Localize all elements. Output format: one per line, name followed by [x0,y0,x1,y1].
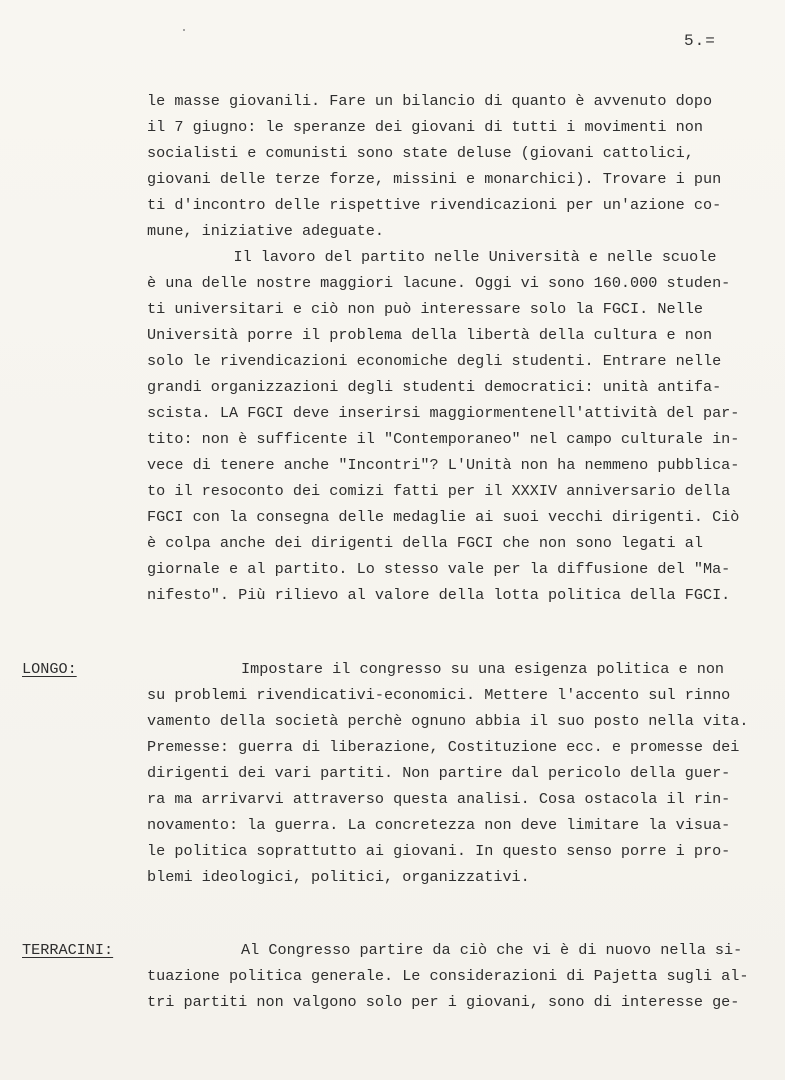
text-line: è colpa anche dei dirigenti della FGCI che non sono legati al [147,534,703,552]
text-line: Il lavoro del partito nelle Università e nelle scuole [197,248,717,266]
text-line: to il resoconto dei comizi fatti per il XXXIV anniversario della [147,482,731,500]
text-line: è una delle nostre maggiori lacune. Oggi vi sono 160.000 studen- [147,274,731,292]
text-line: ti universitari e ciò non può interessare solo la FGCI. Nelle [147,300,703,318]
text-line: ra ma arrivarvi attraverso questa analisi. Cosa ostacola il rin- [147,790,731,808]
speaker-label-longo: LONGO: [22,660,77,678]
text-line: novamento: la guerra. La concretezza non deve limitare la visua- [147,816,731,834]
text-line: solo le rivendicazioni economiche degli studenti. Entrare nelle [147,352,722,370]
text-line: grandi organizzazioni degli studenti democratici: unità antifa- [147,378,722,396]
text-line: vamento della società perchè ognuno abbia il suo posto nella vita. [147,712,749,730]
text-line: Impostare il congresso su una esigenza politica e non [241,660,725,678]
text-line: tuazione politica generale. Le considerazioni di Pajetta sugli al- [147,967,749,985]
text-line: Premesse: guerra di liberazione, Costituzione ecc. e promesse dei [147,738,740,756]
text-line: dirigenti dei vari partiti. Non partire dal pericolo della guer- [147,764,731,782]
paper-speck [183,29,185,31]
text-line: le politica soprattutto ai giovani. In questo senso porre i pro- [147,842,731,860]
text-line: nifesto". Più rilievo al valore della lotta politica della FGCI. [147,586,731,604]
text-line: Al Congresso partire da ciò che vi è di nuovo nella si- [241,941,743,959]
text-line: mune, iniziative adeguate. [147,222,384,240]
text-line: scista. LA FGCI deve inserirsi maggiormentenell'attività del par- [147,404,740,422]
text-line: ti d'incontro delle rispettive rivendicazioni per un'azione co- [147,196,722,214]
page-number: 5.= [684,32,716,50]
text-line: tito: non è sufficente il "Contemporaneo" nel campo culturale in- [147,430,740,448]
text-line: tri partiti non valgono solo per i giovani, sono di interesse ge- [147,993,740,1011]
text-line: socialisti e comunisti sono state deluse (giovani cattolici, [147,144,694,162]
text-line: il 7 giugno: le speranze dei giovani di tutti i movimenti non [147,118,703,136]
text-line: Università porre il problema della libertà della cultura e non [147,326,713,344]
speaker-label-terracini: TERRACINI: [22,941,114,959]
text-line: su problemi rivendicativi-economici. Mettere l'accento sul rinno [147,686,731,704]
text-line: blemi ideologici, politici, organizzativi. [147,868,530,886]
text-line: giornale e al partito. Lo stesso vale per la diffusione del "Ma- [147,560,731,578]
text-line: FGCI con la consegna delle medaglie ai suoi vecchi dirigenti. Ciò [147,508,740,526]
text-line: giovani delle terze forze, missini e monarchici). Trovare i pun [147,170,722,188]
text-line: vece di tenere anche "Incontri"? L'Unità non ha nemmeno pubblica- [147,456,740,474]
text-line: le masse giovanili. Fare un bilancio di quanto è avvenuto dopo [147,92,713,110]
